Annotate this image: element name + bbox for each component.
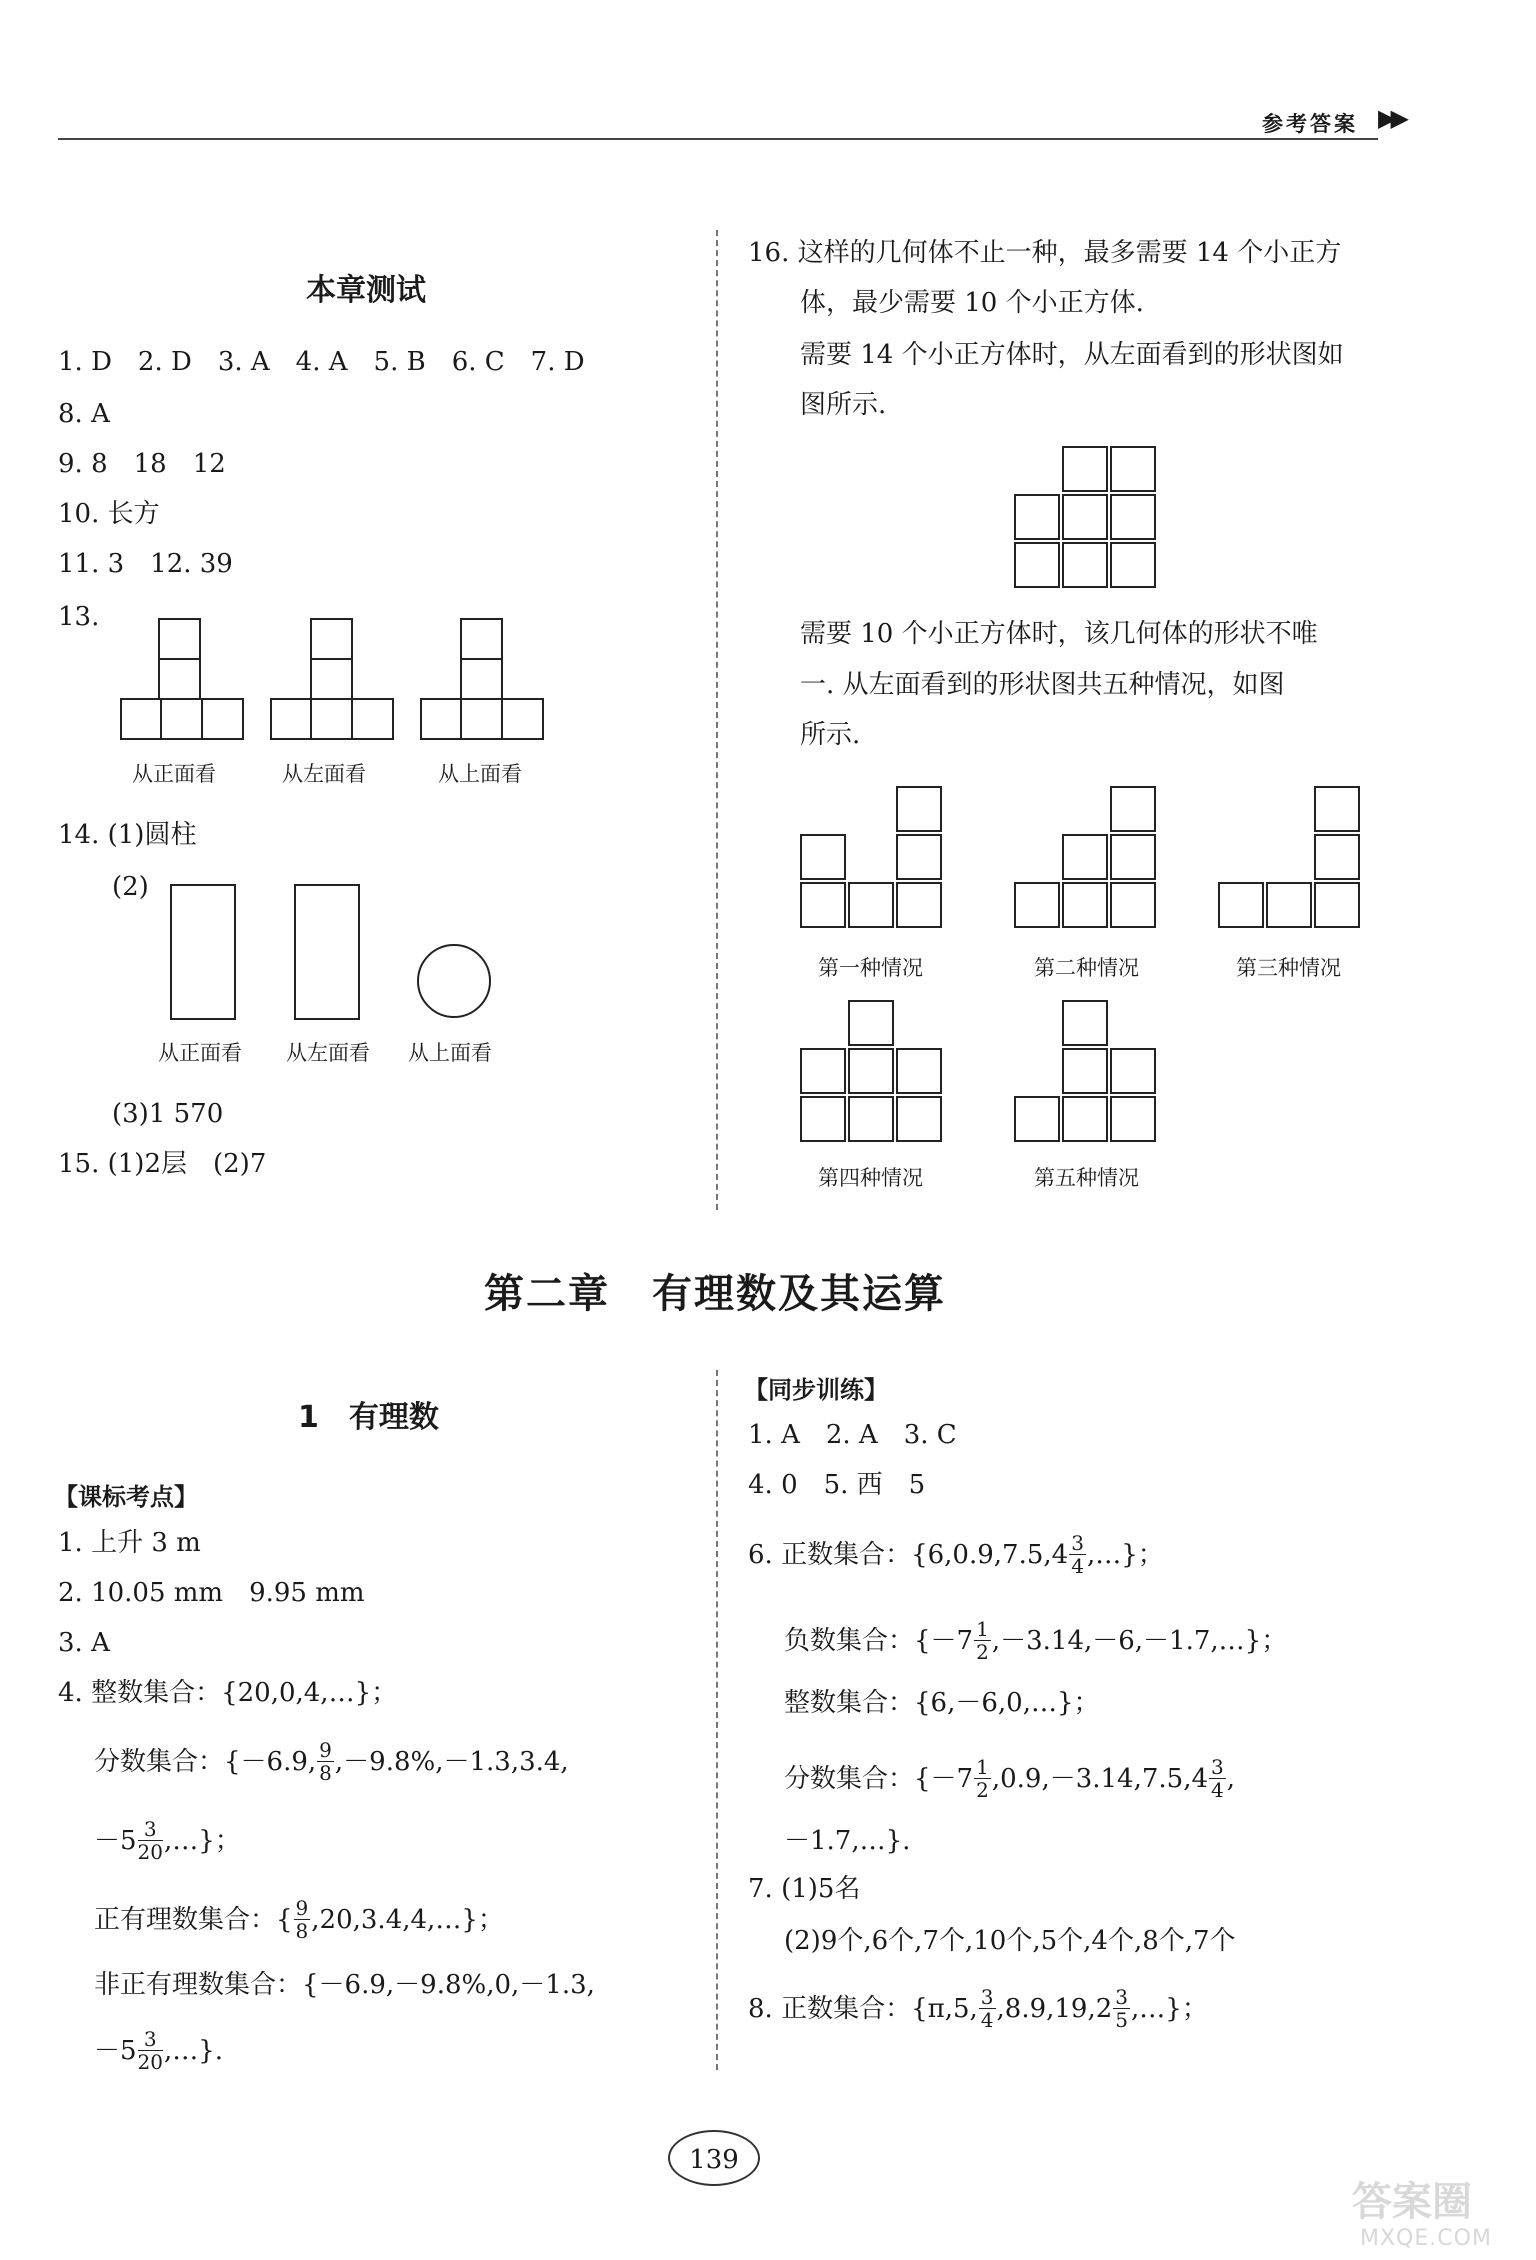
- answer-line: 1. 上升 3 m: [58, 1528, 201, 1558]
- cylinder-front-view: [170, 884, 236, 1020]
- answer-line: 13.: [58, 602, 100, 632]
- answer-line: －1.7,…}.: [784, 1826, 911, 1856]
- answer-line: 图所示.: [800, 390, 887, 420]
- answer-line: 体，最少需要 10 个小正方体.: [800, 288, 1144, 318]
- view-caption: 从左面看: [286, 1041, 370, 1065]
- integer-set-line: 整数集合：{6,－6,0,…}；: [784, 1688, 1100, 1718]
- fraction-set-line: 分数集合：{－7 $\frac{1}{2}$ ,0.9,－3.14,7.5,4 $\frac{3}{4}$ ,: [784, 1755, 1236, 1802]
- answer-line: 所示.: [800, 720, 861, 750]
- fraction-set-line: －5 $\frac{3}{20}$ ,…}；: [94, 1817, 241, 1864]
- fraction: $\frac{1}{2}$: [976, 1617, 989, 1664]
- section-tag: 【同步训练】: [744, 1376, 888, 1404]
- fraction: $\frac{1}{2}$: [976, 1755, 989, 1802]
- view-caption: 从正面看: [158, 1041, 242, 1065]
- left-view-figure: [270, 618, 394, 740]
- fraction-set-line: 分数集合：{－6.9, $\frac{9}{8}$ ,－9.8%,－1.3,3.4,: [94, 1738, 569, 1785]
- positive-set-line: 8. 正数集合：{π,5, $\frac{3}{4}$ ,8.9,19,2 $\frac{3}{5}$ ,…}；: [748, 1985, 1208, 2032]
- fraction: $\frac{3}{5}$: [1115, 1985, 1129, 2032]
- case-caption: 第一种情况: [818, 956, 923, 980]
- fraction: $\frac{9}{8}$: [295, 1896, 309, 1943]
- answer-line: (2): [112, 872, 149, 902]
- left-view-14-cubes: [1014, 446, 1162, 590]
- answer-line: 4. 0 5. 西 5: [748, 1470, 926, 1500]
- view-caption: 从正面看: [132, 762, 216, 786]
- cylinder-left-view: [294, 884, 360, 1020]
- cylinder-top-view-circle: [417, 944, 491, 1018]
- answer-line: 1. D 2. D 3. A 4. A 5. B 6. C 7. D: [58, 347, 585, 377]
- fraction: $\frac{9}{8}$: [319, 1738, 332, 1785]
- fraction: $\frac{3}{4}$: [1211, 1755, 1224, 1802]
- answer-line: 7. (1)5名: [748, 1874, 861, 1904]
- view-caption: 从上面看: [408, 1041, 492, 1065]
- case-3-figure: [1218, 786, 1366, 930]
- fraction: $\frac{3}{20}$: [137, 1817, 163, 1864]
- answer-line: 一. 从左面看到的形状图共五种情况，如图: [800, 670, 1285, 700]
- answer-line: 需要 14 个小正方体时，从左面看到的形状图如: [800, 340, 1344, 370]
- case-caption: 第五种情况: [1034, 1166, 1139, 1190]
- answer-line: 需要 10 个小正方体时，该几何体的形状不唯: [800, 619, 1318, 649]
- case-caption: 第四种情况: [818, 1166, 923, 1190]
- answer-line: 14. (1)圆柱: [58, 820, 197, 850]
- case-1-figure: [800, 786, 948, 930]
- column-divider-bottom: [716, 1370, 718, 2070]
- case-4-figure: [800, 1000, 948, 1144]
- answer-line: 10. 长方: [58, 499, 160, 529]
- answer-line: 15. (1)2层 (2)7: [58, 1149, 267, 1179]
- case-5-figure: [1014, 1000, 1162, 1144]
- positive-set-line: 6. 正数集合：{6,0.9,7.5,4 $\frac{3}{4}$ ,…}；: [748, 1531, 1164, 1578]
- answer-line: 2. 10.05 mm 9.95 mm: [58, 1578, 365, 1608]
- section-title: 1 有理数: [298, 1400, 439, 1435]
- nonpositive-rational-line: 非正有理数集合：{－6.9,－9.8%,0,－1.3,: [94, 1970, 595, 2000]
- fraction: $\frac{3}{4}$: [980, 1985, 994, 2032]
- chapter-test-title: 本章测试: [306, 273, 426, 308]
- answer-line: 1. A 2. A 3. C: [748, 1420, 957, 1450]
- page-number: 139: [668, 2130, 760, 2186]
- header-title: 参考答案: [1262, 112, 1358, 136]
- answer-line: 8. A: [58, 399, 110, 429]
- negative-set-line: 负数集合：{－7 $\frac{1}{2}$ ,－3.14,－6,－1.7,…}；: [784, 1617, 1288, 1664]
- chapter-title: 第二章 有理数及其运算: [484, 1271, 946, 1317]
- fraction: $\frac{3}{4}$: [1071, 1531, 1084, 1578]
- answer-line: 3. A: [58, 1628, 110, 1658]
- answer-line: 11. 3 12. 39: [58, 549, 233, 579]
- top-view-figure: [420, 618, 544, 740]
- nonpositive-rational-line: －5 $\frac{3}{20}$ ,…}.: [94, 2027, 224, 2074]
- answer-line: 16. 这样的几何体不止一种，最多需要 14 个小正方: [748, 238, 1342, 268]
- fraction: $\frac{3}{20}$: [137, 2027, 163, 2074]
- answer-line: 9. 8 18 12: [58, 449, 226, 479]
- case-caption: 第二种情况: [1034, 956, 1139, 980]
- section-tag: 【课标考点】: [54, 1483, 198, 1511]
- case-2-figure: [1014, 786, 1162, 930]
- view-caption: 从左面看: [282, 762, 366, 786]
- answer-line: (3)1 570: [112, 1099, 224, 1129]
- watermark-url: MXQE.COM: [1360, 2226, 1492, 2251]
- header-rule: [58, 138, 1378, 140]
- front-view-figure: [120, 618, 244, 740]
- positive-rational-line: 正有理数集合：{ $\frac{9}{8}$ ,20,3.4,4,…}；: [94, 1896, 504, 1943]
- answer-line: 4. 整数集合：{20,0,4,…}；: [58, 1678, 398, 1708]
- watermark: 答案圈: [1352, 2179, 1472, 2225]
- answer-line: (2)9个,6个,7个,10个,5个,4个,8个,7个: [784, 1926, 1236, 1956]
- view-caption: 从上面看: [438, 762, 522, 786]
- case-caption: 第三种情况: [1236, 956, 1341, 980]
- header-arrow-icon: ▶▶: [1378, 104, 1403, 132]
- column-divider-top: [716, 230, 718, 1210]
